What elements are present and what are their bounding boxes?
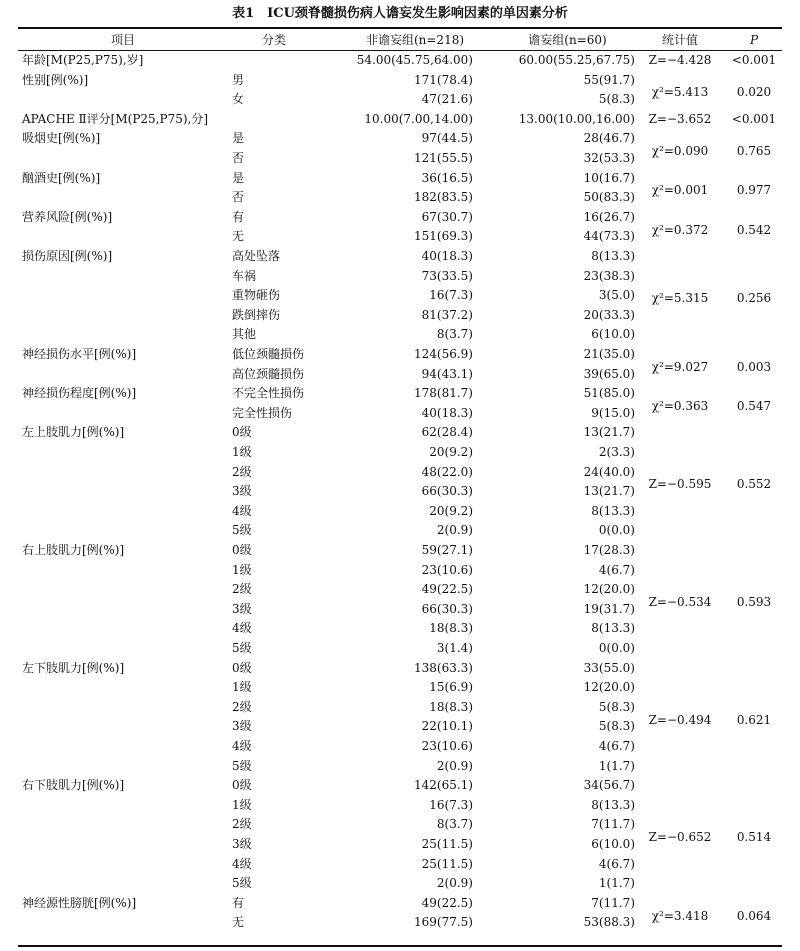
row-statistic: Z=−0.494 xyxy=(648,712,712,727)
row-delirium-value: 4(6.7) xyxy=(598,739,635,753)
row-p-value: 0.514 xyxy=(736,830,772,845)
row-non-delirium-value: 182(83.5) xyxy=(414,190,473,205)
row-category: 车祸 xyxy=(232,268,257,283)
row-category: 高处坠落 xyxy=(232,249,281,263)
row-delirium-value: 50(83.3) xyxy=(583,190,635,205)
row-non-delirium-value: 67(30.7) xyxy=(421,209,473,224)
row-category: 5级 xyxy=(232,523,252,538)
row-non-delirium-value: 15(6.9) xyxy=(429,680,473,695)
row-statistic: Z=−0.534 xyxy=(648,595,712,609)
row-non-delirium-value: 54.00(45.75,64.00) xyxy=(356,53,473,67)
row-category: 1级 xyxy=(232,680,252,695)
row-delirium-value: 8(13.3) xyxy=(591,621,635,636)
row-delirium-value: 1(1.7) xyxy=(598,758,635,773)
row-delirium-value: 5(8.3) xyxy=(598,92,635,107)
row-non-delirium-value: 3(1.4) xyxy=(436,641,473,655)
row-category: 女 xyxy=(232,92,245,107)
row-non-delirium-value: 20(9.2) xyxy=(429,445,473,459)
row-delirium-value: 6(10.0) xyxy=(591,327,635,342)
row-non-delirium-value: 20(9.2) xyxy=(429,503,473,518)
row-delirium-value: 53(88.3) xyxy=(583,915,635,930)
row-category: 3级 xyxy=(232,719,252,734)
row-non-delirium-value: 18(8.3) xyxy=(429,699,473,714)
row-category: 无 xyxy=(232,915,245,930)
row-delirium-value: 24(40.0) xyxy=(583,464,635,479)
row-category: 3级 xyxy=(232,837,252,851)
row-non-delirium-value: 94(43.1) xyxy=(421,366,473,381)
row-delirium-value: 5(8.3) xyxy=(598,699,635,714)
row-delirium-value: 55(91.7) xyxy=(583,72,635,87)
row-delirium-value: 44(73.3) xyxy=(583,229,635,244)
row-non-delirium-value: 2(0.9) xyxy=(436,523,473,538)
row-statistic: χ²=0.090 xyxy=(651,144,709,159)
row-label: 吸烟史[例(%)] xyxy=(22,131,101,146)
row-category: 完全性损伤 xyxy=(232,405,293,420)
row-p-value: 0.552 xyxy=(736,477,772,492)
row-category: 其他 xyxy=(232,327,257,342)
row-delirium-value: 8(13.3) xyxy=(591,503,635,518)
row-category: 低位颈髓损伤 xyxy=(232,347,305,361)
row-delirium-value: 0(0.0) xyxy=(598,641,635,655)
row-non-delirium-value: 48(22.0) xyxy=(421,464,473,479)
header-rule xyxy=(18,50,782,51)
row-label: 左下肢肌力[例(%)] xyxy=(22,660,125,675)
row-delirium-value: 3(5.0) xyxy=(598,288,635,303)
row-p-value: 0.765 xyxy=(736,144,772,159)
row-p-value: 0.977 xyxy=(736,183,772,198)
row-category: 否 xyxy=(232,190,245,205)
row-delirium-value: 2(3.3) xyxy=(598,445,635,459)
row-non-delirium-value: 23(10.6) xyxy=(421,562,473,577)
row-non-delirium-value: 25(11.5) xyxy=(421,837,473,851)
row-category: 3级 xyxy=(232,601,252,616)
row-category: 4级 xyxy=(232,503,252,518)
row-non-delirium-value: 171(78.4) xyxy=(414,72,473,87)
bottom-rule xyxy=(18,945,782,947)
row-non-delirium-value: 121(55.5) xyxy=(414,151,473,165)
row-non-delirium-value: 81(37.2) xyxy=(421,307,473,322)
row-category: 无 xyxy=(232,229,245,244)
row-category: 2级 xyxy=(232,699,252,714)
row-category: 有 xyxy=(232,895,245,910)
row-category: 跌倒摔伤 xyxy=(232,307,281,322)
row-delirium-value: 21(35.0) xyxy=(583,347,635,361)
row-non-delirium-value: 40(18.3) xyxy=(421,249,473,263)
row-delirium-value: 60.00(55.25,67.75) xyxy=(518,53,635,67)
row-delirium-value: 19(31.7) xyxy=(583,601,635,616)
row-non-delirium-value: 151(69.3) xyxy=(414,229,473,244)
row-label: APACHE Ⅱ评分[M(P25,P75),分] xyxy=(22,111,209,126)
row-non-delirium-value: 49(22.5) xyxy=(421,582,473,597)
row-label: 损伤原因[例(%)] xyxy=(22,249,113,263)
row-category: 是 xyxy=(232,170,245,185)
row-non-delirium-value: 49(22.5) xyxy=(421,895,473,910)
row-delirium-value: 39(65.0) xyxy=(583,366,635,381)
row-delirium-value: 6(10.0) xyxy=(591,837,635,851)
row-category: 重物砸伤 xyxy=(232,288,281,303)
header-item: 项目 xyxy=(110,33,135,47)
row-delirium-value: 7(11.7) xyxy=(591,817,635,832)
row-statistic: χ²=5.413 xyxy=(651,85,709,100)
row-category: 5级 xyxy=(232,758,252,773)
row-delirium-value: 23(38.3) xyxy=(583,268,635,283)
row-category: 5级 xyxy=(232,641,252,655)
row-p-value: 0.621 xyxy=(736,712,772,727)
row-category: 4级 xyxy=(232,739,252,753)
row-non-delirium-value: 66(30.3) xyxy=(421,484,473,499)
header-delirium: 谵妄组(n=60) xyxy=(528,33,607,47)
row-non-delirium-value: 8(3.7) xyxy=(436,327,473,342)
row-p-value: <0.001 xyxy=(731,111,777,126)
row-statistic: Z=−3.652 xyxy=(648,111,712,126)
row-delirium-value: 12(20.0) xyxy=(583,582,635,597)
row-label: 营养风险[例(%)] xyxy=(22,209,113,224)
top-rule xyxy=(18,27,782,29)
row-category: 2级 xyxy=(232,582,252,597)
row-label: 右下肢肌力[例(%)] xyxy=(22,778,125,793)
row-non-delirium-value: 124(56.9) xyxy=(414,347,473,361)
row-non-delirium-value: 16(7.3) xyxy=(429,797,473,812)
header-category: 分类 xyxy=(261,33,286,47)
row-delirium-value: 5(8.3) xyxy=(598,719,635,734)
row-p-value: 0.547 xyxy=(736,399,772,413)
row-non-delirium-value: 2(0.9) xyxy=(436,758,473,773)
row-statistic: χ²=0.363 xyxy=(651,399,709,413)
row-non-delirium-value: 16(7.3) xyxy=(429,288,473,303)
row-non-delirium-value: 59(27.1) xyxy=(421,543,473,557)
row-label: 神经源性膀胱[例(%)] xyxy=(22,895,137,910)
row-non-delirium-value: 142(65.1) xyxy=(414,778,473,793)
row-p-value: 0.003 xyxy=(736,359,772,374)
row-non-delirium-value: 10.00(7.00,14.00) xyxy=(364,111,473,126)
row-statistic: Z=−4.428 xyxy=(648,53,712,67)
row-non-delirium-value: 97(44.5) xyxy=(421,131,473,146)
row-category: 1级 xyxy=(232,562,252,577)
row-category: 4级 xyxy=(232,856,252,871)
row-delirium-value: 12(20.0) xyxy=(583,680,635,695)
row-delirium-value: 0(0.0) xyxy=(598,523,635,538)
row-category: 否 xyxy=(232,151,245,165)
row-non-delirium-value: 23(10.6) xyxy=(421,739,473,753)
row-label: 右上肢肌力[例(%)] xyxy=(22,543,125,557)
row-statistic: χ²=0.001 xyxy=(651,183,709,198)
row-label: 左上肢肌力[例(%)] xyxy=(22,425,125,440)
row-p-value: 0.064 xyxy=(736,908,772,923)
row-statistic: χ²=0.372 xyxy=(651,222,709,237)
row-non-delirium-value: 2(0.9) xyxy=(436,876,473,891)
row-delirium-value: 4(6.7) xyxy=(598,562,635,577)
row-category: 4级 xyxy=(232,621,252,636)
row-non-delirium-value: 66(30.3) xyxy=(421,601,473,616)
row-category: 0级 xyxy=(232,425,252,440)
row-non-delirium-value: 169(77.5) xyxy=(414,915,473,930)
row-delirium-value: 13.00(10.00,16.00) xyxy=(518,111,635,126)
row-statistic: χ²=3.418 xyxy=(651,908,709,923)
row-delirium-value: 7(11.7) xyxy=(591,895,635,910)
row-delirium-value: 13(21.7) xyxy=(583,425,635,440)
row-category: 2级 xyxy=(232,817,252,832)
row-category: 0级 xyxy=(232,543,252,557)
row-p-value: 0.256 xyxy=(736,291,772,306)
row-category: 1级 xyxy=(232,445,252,459)
row-category: 3级 xyxy=(232,484,252,499)
row-delirium-value: 13(21.7) xyxy=(583,484,635,499)
row-non-delirium-value: 62(28.4) xyxy=(421,425,473,440)
row-category: 高位颈髓损伤 xyxy=(232,366,305,381)
row-category: 男 xyxy=(232,72,245,87)
row-delirium-value: 32(53.3) xyxy=(583,151,635,165)
row-non-delirium-value: 8(3.7) xyxy=(436,817,473,832)
row-delirium-value: 1(1.7) xyxy=(598,876,635,891)
header-statistic: 统计值 xyxy=(661,33,698,47)
row-non-delirium-value: 73(33.5) xyxy=(421,268,473,283)
row-non-delirium-value: 138(63.3) xyxy=(414,660,473,675)
row-non-delirium-value: 178(81.7) xyxy=(414,386,473,401)
row-label: 年龄[M(P25,P75),岁] xyxy=(22,53,144,67)
row-delirium-value: 34(56.7) xyxy=(583,778,635,793)
row-category: 有 xyxy=(232,209,245,224)
row-category: 1级 xyxy=(232,797,252,812)
row-category: 2级 xyxy=(232,464,252,479)
row-statistic: Z=−0.595 xyxy=(648,477,712,492)
header-non-delirium: 非谵妄组(n=218) xyxy=(365,33,465,47)
row-non-delirium-value: 36(16.5) xyxy=(421,170,473,185)
row-non-delirium-value: 25(11.5) xyxy=(421,856,473,871)
row-p-value: <0.001 xyxy=(731,53,777,67)
row-non-delirium-value: 22(10.1) xyxy=(421,719,473,734)
row-category: 0级 xyxy=(232,778,252,793)
row-delirium-value: 8(13.3) xyxy=(591,249,635,263)
row-delirium-value: 17(28.3) xyxy=(583,543,635,557)
row-delirium-value: 28(46.7) xyxy=(583,131,635,146)
row-p-value: 0.593 xyxy=(736,595,772,609)
row-delirium-value: 9(15.0) xyxy=(591,405,635,420)
row-delirium-value: 10(16.7) xyxy=(583,170,635,185)
row-category: 5级 xyxy=(232,876,252,891)
row-p-value: 0.020 xyxy=(736,85,772,100)
row-delirium-value: 33(55.0) xyxy=(583,660,635,675)
row-statistic: Z=−0.652 xyxy=(648,830,712,845)
table-caption: 表1 ICU颈脊髓损伤病人谵妄发生影响因素的单因素分析 xyxy=(232,6,568,21)
row-delirium-value: 16(26.7) xyxy=(583,209,635,224)
row-category: 是 xyxy=(232,131,245,146)
row-statistic: χ²=5.315 xyxy=(651,291,709,306)
row-label: 神经损伤水平[例(%)] xyxy=(22,347,137,361)
row-p-value: 0.542 xyxy=(736,222,772,237)
row-delirium-value: 20(33.3) xyxy=(583,307,635,322)
row-non-delirium-value: 18(8.3) xyxy=(429,621,473,636)
row-category: 0级 xyxy=(232,660,252,675)
row-category: 不完全性损伤 xyxy=(232,386,305,401)
row-delirium-value: 8(13.3) xyxy=(591,797,635,812)
row-label: 性别[例(%)] xyxy=(22,72,89,87)
row-delirium-value: 4(6.7) xyxy=(598,856,635,871)
row-non-delirium-value: 47(21.6) xyxy=(421,92,473,107)
header-p: P xyxy=(749,33,759,47)
row-label: 神经损伤程度[例(%)] xyxy=(22,386,137,401)
row-non-delirium-value: 40(18.3) xyxy=(421,405,473,420)
row-delirium-value: 51(85.0) xyxy=(583,386,635,401)
row-label: 酗酒史[例(%)] xyxy=(22,170,101,185)
row-statistic: χ²=9.027 xyxy=(651,359,709,374)
